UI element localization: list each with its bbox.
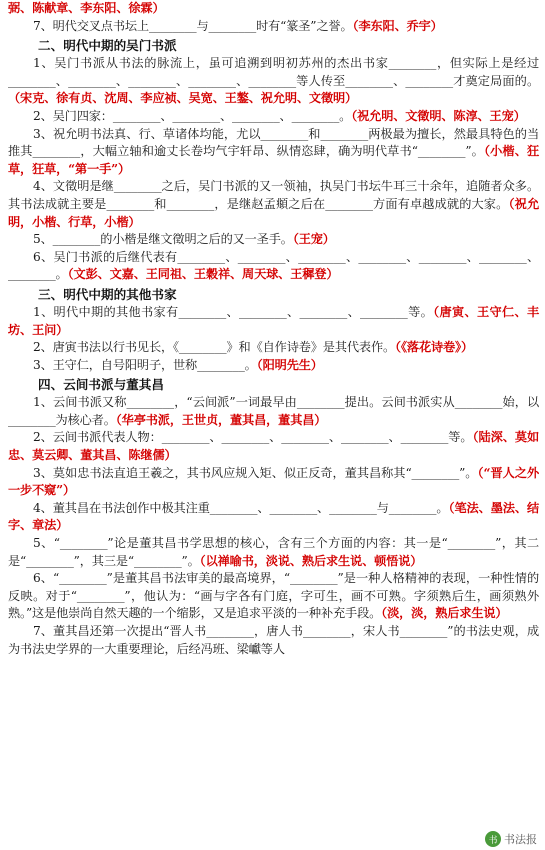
answer-text: （李东阳、乔宇） [352, 18, 443, 33]
watermark-text: 书法报 [504, 833, 537, 846]
question-item [8, 108, 539, 126]
question-text: 2、唐寅书法以行书见长，《________》和《自作诗卷》是其代表作。 [33, 340, 396, 355]
answer-text: （祝允明，小楷、行草，小楷） [8, 196, 539, 229]
question-text: 3、莫如忠书法直追王羲之，其书风应规入矩、似正反奇，董其昌称其“________”。 [33, 465, 478, 480]
answer-text: （笔法、墨法、结字、章法） [8, 500, 540, 533]
answer-text: （唐寅、王守仁、丰坊、王问） [8, 304, 539, 337]
answer-text: （祝允明、文徵明、陈淳、王宠） [351, 108, 526, 123]
question-text: 6、吴门书派的后继代表有________、________、________、________、________、________、________。 [8, 249, 539, 282]
question-text: 2、吴门四家：________、________、________、________。 [33, 108, 352, 123]
watermark [485, 831, 537, 847]
question-text: 4、董其昌在书法创作中极其注重________、________、________与________。 [33, 500, 449, 515]
answer-text: （陆深、莫如忠、莫云卿、董其昌、陈继儒） [8, 430, 539, 463]
question-item [8, 18, 539, 36]
question-item [8, 304, 539, 339]
question-item [8, 623, 539, 658]
question-text: 1、云间书派又称________，“云间派”一词最早由________提出。云间书派实从________始，以________为核心者。 [8, 395, 539, 427]
question-item [8, 55, 539, 108]
question-item [8, 178, 539, 231]
answer-text: （宋克、徐有贞、沈周、李应祯、吴宽、王鏊、祝允明、文徵明） [8, 91, 358, 106]
section-heading: 二、明代中期的吴门书派 [38, 38, 177, 54]
question-text: 3、祝允明书法真、行、草诸体均能，尤以________和________两极最为擅长，然最具特色的当推其________，大幅立轴和逾丈长卷均气宇轩昂、纵情恣肆，确为明代草书“________”。 [8, 126, 539, 159]
question-text: 1、吴门书派从书法的脉流上，虽可追溯到明初苏州的杰出书家________，但实际上是经过________、________、________、________、________等人传至________、________才奠定局面的。 [8, 56, 539, 88]
question-text: 2、云间书派代表人物：________、________、________、________、________等。 [33, 430, 473, 445]
question-text: 7、董其昌还第一次提出“晋人书________，唐人书________，宋人书________”的书法史观，成为书法史学界的一大重要理论，后经冯班、梁巘等人 [8, 624, 539, 656]
answer-text: （“晋人之外一步不窥”） [8, 465, 540, 498]
question-item [8, 570, 539, 623]
question-text: 4、文徵明是继________之后，吴门书派的又一领袖，执吴门书坛牛耳三十余年，追随者众多。其书法成就主要是________和________，是继赵孟頫之后在________方面有卓越成就的大家。 [8, 179, 539, 211]
section-heading: 三、明代中期的其他书家 [38, 286, 177, 302]
question-item [8, 249, 539, 284]
answer-text: （文彭、文嘉、王同祖、王穀祥、周天球、王穉登） [67, 267, 339, 282]
answer-text: （小楷、狂草，狂草，“第一手”） [8, 144, 540, 176]
answer-text: （以禅喻书，淡说、熟后求生说、顿悟说） [199, 553, 423, 568]
answer-text: （《落花诗卷》） [395, 340, 474, 355]
question-text: 5、“________”论是董其昌书学思想的核心，含有三个方面的内容：其一是“________”，其二是“________”，其三是“________”。 [8, 536, 539, 568]
question-item [8, 500, 539, 535]
question-item [8, 357, 539, 375]
answer-text: （淡，淡，熟后求生说） [381, 606, 508, 621]
answer-text: （华亭书派，王世贞，董其昌，董其昌） [115, 412, 327, 427]
question-text: 5、________的小楷是继文徵明之后的又一圣手。 [33, 232, 293, 247]
wechat-logo-icon: 书 [485, 831, 501, 847]
question-text: 7、明代交叉点书坛上________与________时有“篆圣”之誉。 [33, 18, 353, 33]
answer-text: （王宠） [292, 232, 335, 247]
answer-text: （阳明先生） [256, 357, 323, 372]
question-item [8, 465, 539, 500]
question-text: 1、明代中期的其他书家有________、________、________、________等。 [33, 304, 434, 319]
question-item [8, 394, 539, 429]
section-heading: 四、云间书派与董其昌 [38, 377, 164, 393]
answer-text: 弼、陈献章、李东阳、徐霖） [8, 1, 165, 15]
question-item [8, 0, 539, 18]
question-item [8, 535, 539, 570]
question-item [8, 126, 539, 179]
question-item [8, 339, 539, 357]
question-text: 3、王守仁，自号阳明子，世称________。 [33, 357, 257, 372]
question-item [8, 231, 539, 249]
question-text: 6、“________”是董其昌书法审美的最高境界，“________”是一种人格精神的表现，一种性情的反映。对于“________”，他认为：“画与字各有门庭，字可生，画不可熟。字须熟后生，画须熟外熟。”这是他崇尚自然天趣的一个缩影，又是追求平淡的一种补充手段。 [8, 571, 539, 621]
question-item [8, 429, 539, 464]
